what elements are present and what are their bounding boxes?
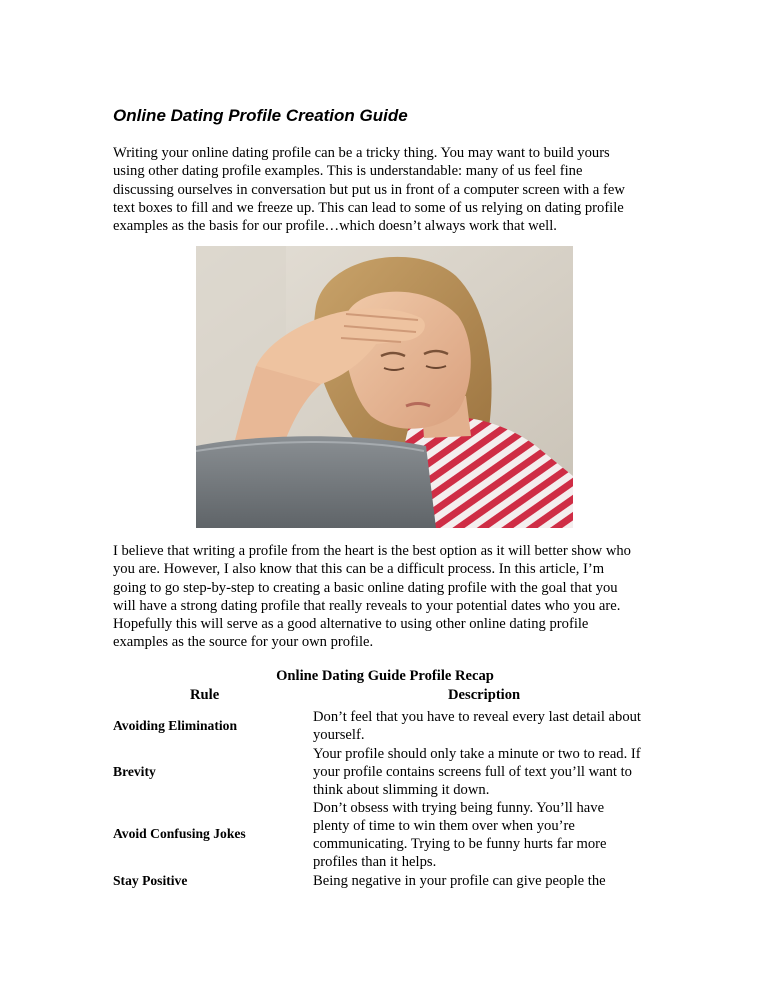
description-line: Your profile should only take a minute or two to read. If bbox=[313, 746, 641, 762]
description-line: profiles than it helps. bbox=[313, 854, 437, 870]
body-paragraph bbox=[113, 542, 673, 652]
description-line: Don’t obsess with trying being funny. You’ll have bbox=[313, 800, 605, 816]
table-caption: Online Dating Guide Profile Recap bbox=[276, 668, 494, 684]
body-line: Hopefully this will serve as a good alternative to using other online dating profile bbox=[113, 616, 589, 633]
table-row-rule: Avoid Confusing Jokes bbox=[113, 826, 246, 841]
body-line: going to go step-by-step to creating a basic online dating profile with the goal that you bbox=[113, 579, 618, 596]
description-line: yourself. bbox=[313, 727, 365, 743]
column-header-rule: Rule bbox=[190, 687, 220, 703]
description-line: Don’t feel that you have to reveal every last detail about bbox=[313, 709, 641, 725]
description-line: Being negative in your profile can give people the bbox=[313, 873, 606, 889]
description-line: your profile contains screens full of text you’ll want to bbox=[313, 764, 632, 780]
intro-line: using other dating profile examples. This is understandable: many of us feel fine bbox=[113, 163, 583, 180]
intro-line: examples as the basis for our profile…which doesn’t always work that well. bbox=[113, 218, 557, 235]
table-row-description bbox=[313, 799, 663, 871]
body-line: you are. However, I also know that this can be a difficult process. In this article, I’m bbox=[113, 561, 605, 578]
table-row-description bbox=[313, 745, 663, 799]
table-row-description bbox=[313, 872, 663, 890]
description-line: communicating. Trying to be funny hurts far more bbox=[313, 836, 607, 852]
stressed-woman-photo bbox=[196, 246, 573, 528]
body-line: I believe that writing a profile from the heart is the best option as it will better show who bbox=[113, 543, 631, 559]
table-row-description bbox=[313, 708, 663, 744]
table-row-rule: Brevity bbox=[113, 764, 156, 779]
intro-line: discussing ourselves in conversation but put us in front of a computer screen with a few bbox=[113, 181, 625, 198]
intro-paragraph bbox=[113, 144, 673, 235]
intro-line: Writing your online dating profile can be a tricky thing. You may want to build yours bbox=[113, 145, 610, 161]
body-line: examples as the source for your own profile. bbox=[113, 634, 374, 651]
table-row-rule: Stay Positive bbox=[113, 873, 188, 888]
column-header-description: Description bbox=[448, 687, 521, 703]
description-line: think about slimming it down. bbox=[313, 782, 490, 798]
body-line: will have a strong dating profile that really reveals to your potential dates who you are. bbox=[113, 597, 621, 614]
description-line: plenty of time to win them over when you’re bbox=[313, 818, 575, 834]
table-row-rule: Avoiding Elimination bbox=[113, 718, 238, 733]
document-title: Online Dating Profile Creation Guide bbox=[113, 106, 408, 125]
intro-line: text boxes to fill and we freeze up. This can lead to some of us relying on dating profile bbox=[113, 199, 624, 216]
